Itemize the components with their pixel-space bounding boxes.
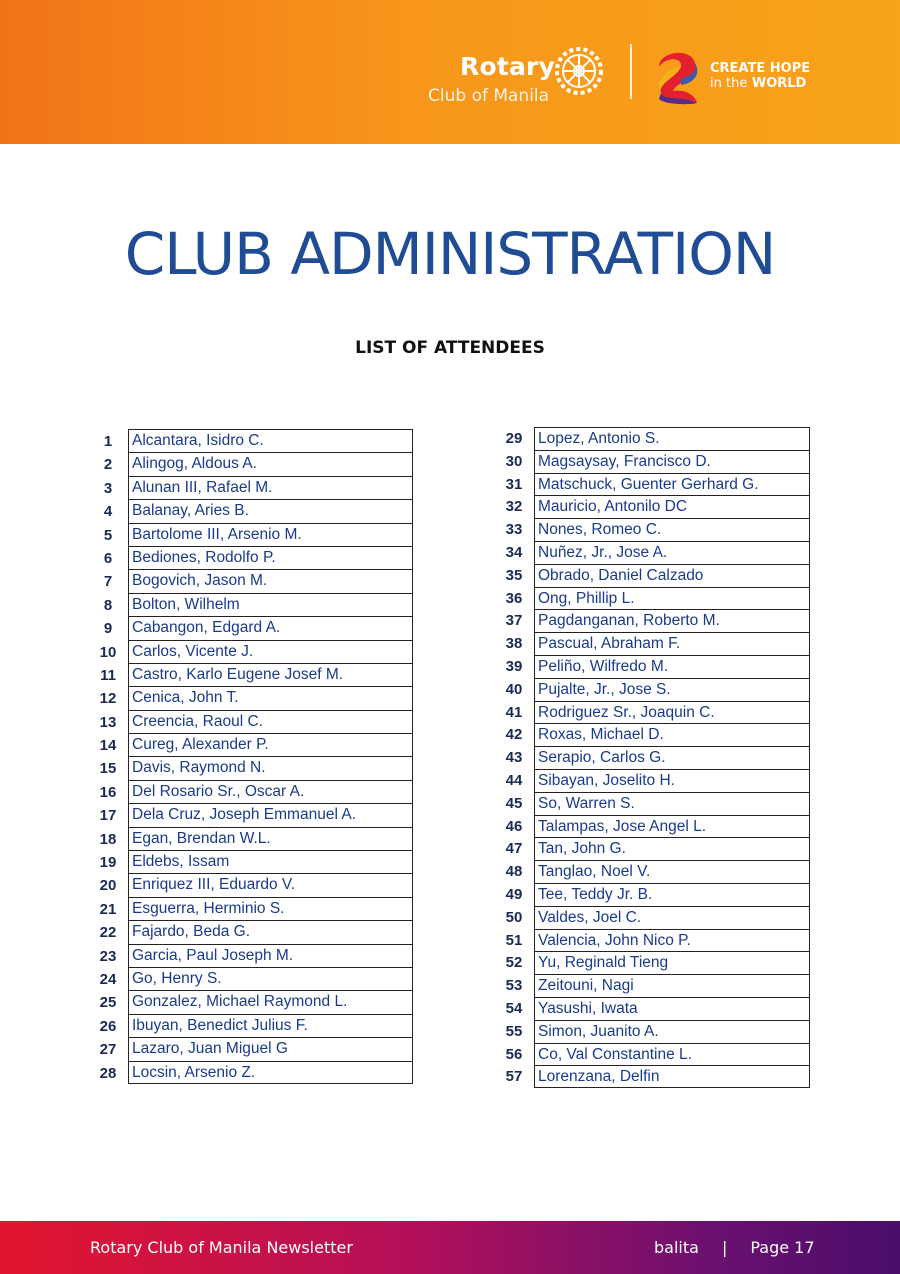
table-row — [494, 609, 810, 632]
attendee-name: Obrado, Daniel Calzado — [534, 564, 810, 587]
attendee-number: 48 — [505, 863, 523, 881]
page-title: CLUB ADMINISTRATION — [124, 220, 776, 288]
table-row — [88, 429, 413, 452]
table-row — [494, 518, 810, 541]
tagline-line1: CREATE HOPE — [710, 61, 811, 76]
table-row — [494, 769, 810, 792]
table-row — [88, 920, 413, 943]
attendee-number: 28 — [99, 1064, 117, 1082]
table-row — [494, 860, 810, 883]
attendee-name: Mauricio, Antonilo DC — [534, 495, 810, 518]
attendee-number: 5 — [103, 526, 113, 544]
attendee-number: 36 — [505, 589, 523, 607]
attendee-name: Talampas, Jose Angel L. — [534, 815, 810, 838]
attendee-name: Yasushi, Iwata — [534, 997, 810, 1020]
attendee-number: 42 — [505, 726, 523, 744]
table-row — [494, 427, 810, 450]
attendee-number: 18 — [99, 830, 117, 848]
table-row — [494, 564, 810, 587]
table-row — [494, 951, 810, 974]
attendee-number: 43 — [505, 749, 523, 767]
table-row — [494, 974, 810, 997]
table-row — [88, 733, 413, 756]
attendee-number: 55 — [505, 1022, 523, 1040]
attendee-number: 46 — [505, 817, 523, 835]
create-hope-mark-icon — [651, 45, 705, 105]
table-row — [494, 883, 810, 906]
attendee-name: Fajardo, Beda G. — [128, 920, 413, 943]
attendee-number: 23 — [99, 947, 117, 965]
attendee-number: 3 — [103, 479, 113, 497]
attendee-number: 49 — [505, 885, 523, 903]
table-row — [494, 541, 810, 564]
attendee-name: Esguerra, Herminio S. — [128, 897, 413, 920]
attendees-table-left — [88, 429, 413, 1084]
attendee-number: 8 — [103, 596, 113, 614]
attendees-table-right — [494, 427, 810, 1088]
table-row — [88, 1061, 413, 1084]
table-row — [494, 473, 810, 496]
table-row — [88, 756, 413, 779]
attendee-number: 20 — [99, 877, 117, 895]
table-row — [88, 476, 413, 499]
rotary-wheel-icon — [551, 43, 607, 99]
attendee-name: So, Warren S. — [534, 792, 810, 815]
attendee-number: 26 — [99, 1017, 117, 1035]
attendee-number: 25 — [99, 994, 117, 1012]
table-row — [88, 616, 413, 639]
attendee-name: Magsaysay, Francisco D. — [534, 450, 810, 473]
table-row — [494, 792, 810, 815]
attendee-name: Balanay, Aries B. — [128, 499, 413, 522]
attendee-name: Go, Henry S. — [128, 967, 413, 990]
tagline-world: WORLD — [751, 76, 807, 91]
attendee-number: 4 — [103, 503, 113, 521]
attendee-name: Cenica, John T. — [128, 686, 413, 709]
table-row — [88, 897, 413, 920]
attendee-name: Bolton, Wilhelm — [128, 593, 413, 616]
attendee-number: 56 — [505, 1045, 523, 1063]
attendee-name: Matschuck, Guenter Gerhard G. — [534, 473, 810, 496]
attendee-name: Yu, Reginald Tieng — [534, 951, 810, 974]
attendee-name: Del Rosario Sr., Oscar A. — [128, 780, 413, 803]
attendee-name: Alunan III, Rafael M. — [128, 476, 413, 499]
table-row — [88, 523, 413, 546]
attendee-name: Alcantara, Isidro C. — [128, 429, 413, 452]
attendee-number: 15 — [99, 760, 117, 778]
attendee-name: Bogovich, Jason M. — [128, 569, 413, 592]
club-name: Club of Manila — [428, 86, 550, 106]
attendee-number: 54 — [505, 999, 523, 1017]
page-number: Page 17 — [750, 1238, 815, 1257]
attendee-number: 29 — [505, 430, 523, 447]
attendee-name: Castro, Karlo Eugene Josef M. — [128, 663, 413, 686]
logo-divider — [630, 44, 632, 99]
attendee-name: Serapio, Carlos G. — [534, 746, 810, 769]
tagline-line2 — [710, 76, 810, 91]
table-row — [494, 1020, 810, 1043]
table-row — [88, 569, 413, 592]
attendee-name: Lorenzana, Delfin — [534, 1065, 810, 1088]
table-row — [88, 990, 413, 1013]
table-row — [494, 701, 810, 724]
attendee-name: Peliño, Wilfredo M. — [534, 655, 810, 678]
attendee-name: Lopez, Antonio S. — [534, 427, 810, 450]
table-row — [88, 1014, 413, 1037]
attendee-number: 16 — [99, 783, 117, 801]
list-heading: LIST OF ATTENDEES — [355, 338, 545, 358]
attendee-name: Roxas, Michael D. — [534, 723, 810, 746]
attendee-name: Egan, Brendan W.L. — [128, 827, 413, 850]
table-row — [88, 967, 413, 990]
attendee-name: Co, Val Constantine L. — [534, 1043, 810, 1066]
table-row — [494, 837, 810, 860]
table-row — [494, 632, 810, 655]
create-hope-tagline — [710, 61, 810, 91]
table-row — [494, 495, 810, 518]
table-row — [88, 1037, 413, 1060]
attendee-number: 7 — [103, 573, 113, 591]
attendee-number: 39 — [505, 657, 523, 675]
attendee-name: Eldebs, Issam — [128, 850, 413, 873]
attendee-name: Nuñez, Jr., Jose A. — [534, 541, 810, 564]
attendee-number: 38 — [505, 635, 523, 653]
attendee-number: 9 — [103, 620, 113, 638]
attendee-number: 30 — [505, 452, 523, 470]
attendee-number: 27 — [99, 1041, 117, 1059]
table-row — [88, 452, 413, 475]
attendee-name: Nones, Romeo C. — [534, 518, 810, 541]
table-row — [88, 803, 413, 826]
table-row — [494, 587, 810, 610]
attendee-number: 47 — [505, 840, 523, 858]
attendee-number: 14 — [99, 737, 117, 755]
attendee-name: Pagdanganan, Roberto M. — [534, 609, 810, 632]
attendee-name: Carlos, Vicente J. — [128, 640, 413, 663]
attendee-number: 44 — [505, 771, 523, 789]
attendee-name: Ibuyan, Benedict Julius F. — [128, 1014, 413, 1037]
attendee-name: Ong, Phillip L. — [534, 587, 810, 610]
table-row — [494, 929, 810, 952]
table-row — [494, 1043, 810, 1066]
tagline-in-the: in the — [710, 76, 748, 91]
header-banner — [0, 0, 900, 144]
footer-bar — [0, 1221, 900, 1274]
attendee-name: Zeitouni, Nagi — [534, 974, 810, 997]
footer-right — [654, 1238, 815, 1257]
table-row — [88, 499, 413, 522]
attendee-number: 13 — [99, 713, 117, 731]
attendee-name: Davis, Raymond N. — [128, 756, 413, 779]
attendee-number: 12 — [99, 690, 117, 708]
attendee-number: 57 — [505, 1068, 523, 1086]
table-row — [494, 815, 810, 838]
attendee-number: 53 — [505, 977, 523, 995]
attendee-name: Valencia, John Nico P. — [534, 929, 810, 952]
attendee-name: Cureg, Alexander P. — [128, 733, 413, 756]
attendee-name: Bediones, Rodolfo P. — [128, 546, 413, 569]
attendee-number: 33 — [505, 521, 523, 539]
attendee-number: 1 — [103, 433, 113, 450]
attendee-number: 32 — [505, 498, 523, 516]
attendee-number: 21 — [99, 900, 117, 918]
attendee-number: 34 — [505, 543, 523, 561]
attendee-number: 17 — [99, 807, 117, 825]
table-row — [494, 746, 810, 769]
attendee-name: Creencia, Raoul C. — [128, 710, 413, 733]
table-row — [494, 723, 810, 746]
attendee-name: Tan, John G. — [534, 837, 810, 860]
attendee-number: 45 — [505, 794, 523, 812]
table-row — [88, 640, 413, 663]
attendee-number: 40 — [505, 680, 523, 698]
table-row — [88, 593, 413, 616]
table-row — [88, 780, 413, 803]
attendee-name: Tee, Teddy Jr. B. — [534, 883, 810, 906]
table-row — [88, 850, 413, 873]
attendee-number: 35 — [505, 566, 523, 584]
attendee-name: Dela Cruz, Joseph Emmanuel A. — [128, 803, 413, 826]
attendee-name: Enriquez III, Eduardo V. — [128, 873, 413, 896]
table-row — [88, 663, 413, 686]
attendee-number: 10 — [99, 643, 117, 661]
attendee-name: Valdes, Joel C. — [534, 906, 810, 929]
table-row — [494, 1065, 810, 1088]
table-row — [494, 678, 810, 701]
attendee-name: Pujalte, Jr., Jose S. — [534, 678, 810, 701]
table-row — [88, 710, 413, 733]
attendee-name: Alingog, Aldous A. — [128, 452, 413, 475]
attendee-name: Gonzalez, Michael Raymond L. — [128, 990, 413, 1013]
attendee-number: 24 — [99, 970, 117, 988]
attendee-name: Garcia, Paul Joseph M. — [128, 944, 413, 967]
table-row — [88, 686, 413, 709]
table-row — [88, 546, 413, 569]
attendee-number: 50 — [505, 908, 523, 926]
attendee-name: Simon, Juanito A. — [534, 1020, 810, 1043]
table-row — [494, 997, 810, 1020]
attendee-number: 19 — [99, 854, 117, 872]
attendee-number: 52 — [505, 954, 523, 972]
attendee-number: 41 — [505, 703, 523, 721]
attendee-name: Cabangon, Edgard A. — [128, 616, 413, 639]
table-row — [494, 906, 810, 929]
attendee-name: Pascual, Abraham F. — [534, 632, 810, 655]
attendee-name: Lazaro, Juan Miguel G — [128, 1037, 413, 1060]
attendee-number: 2 — [103, 456, 113, 474]
attendee-number: 37 — [505, 612, 523, 630]
attendee-name: Locsin, Arsenio Z. — [128, 1061, 413, 1084]
attendee-name: Rodriguez Sr., Joaquin C. — [534, 701, 810, 724]
attendee-number: 11 — [100, 666, 116, 684]
footer-separator: | — [721, 1238, 728, 1257]
attendee-number: 6 — [103, 549, 113, 567]
attendee-number: 31 — [505, 475, 523, 493]
publication-name: balita — [654, 1238, 699, 1257]
table-row — [494, 655, 810, 678]
attendee-name: Tanglao, Noel V. — [534, 860, 810, 883]
table-row — [88, 873, 413, 896]
rotary-wordmark: Rotary — [460, 52, 556, 81]
table-row — [88, 827, 413, 850]
table-row — [494, 450, 810, 473]
attendee-name: Sibayan, Joselito H. — [534, 769, 810, 792]
attendee-number: 51 — [505, 931, 523, 949]
newsletter-name: Rotary Club of Manila Newsletter — [90, 1238, 353, 1257]
attendee-number: 22 — [99, 924, 117, 942]
attendee-name: Bartolome III, Arsenio M. — [128, 523, 413, 546]
table-row — [88, 944, 413, 967]
